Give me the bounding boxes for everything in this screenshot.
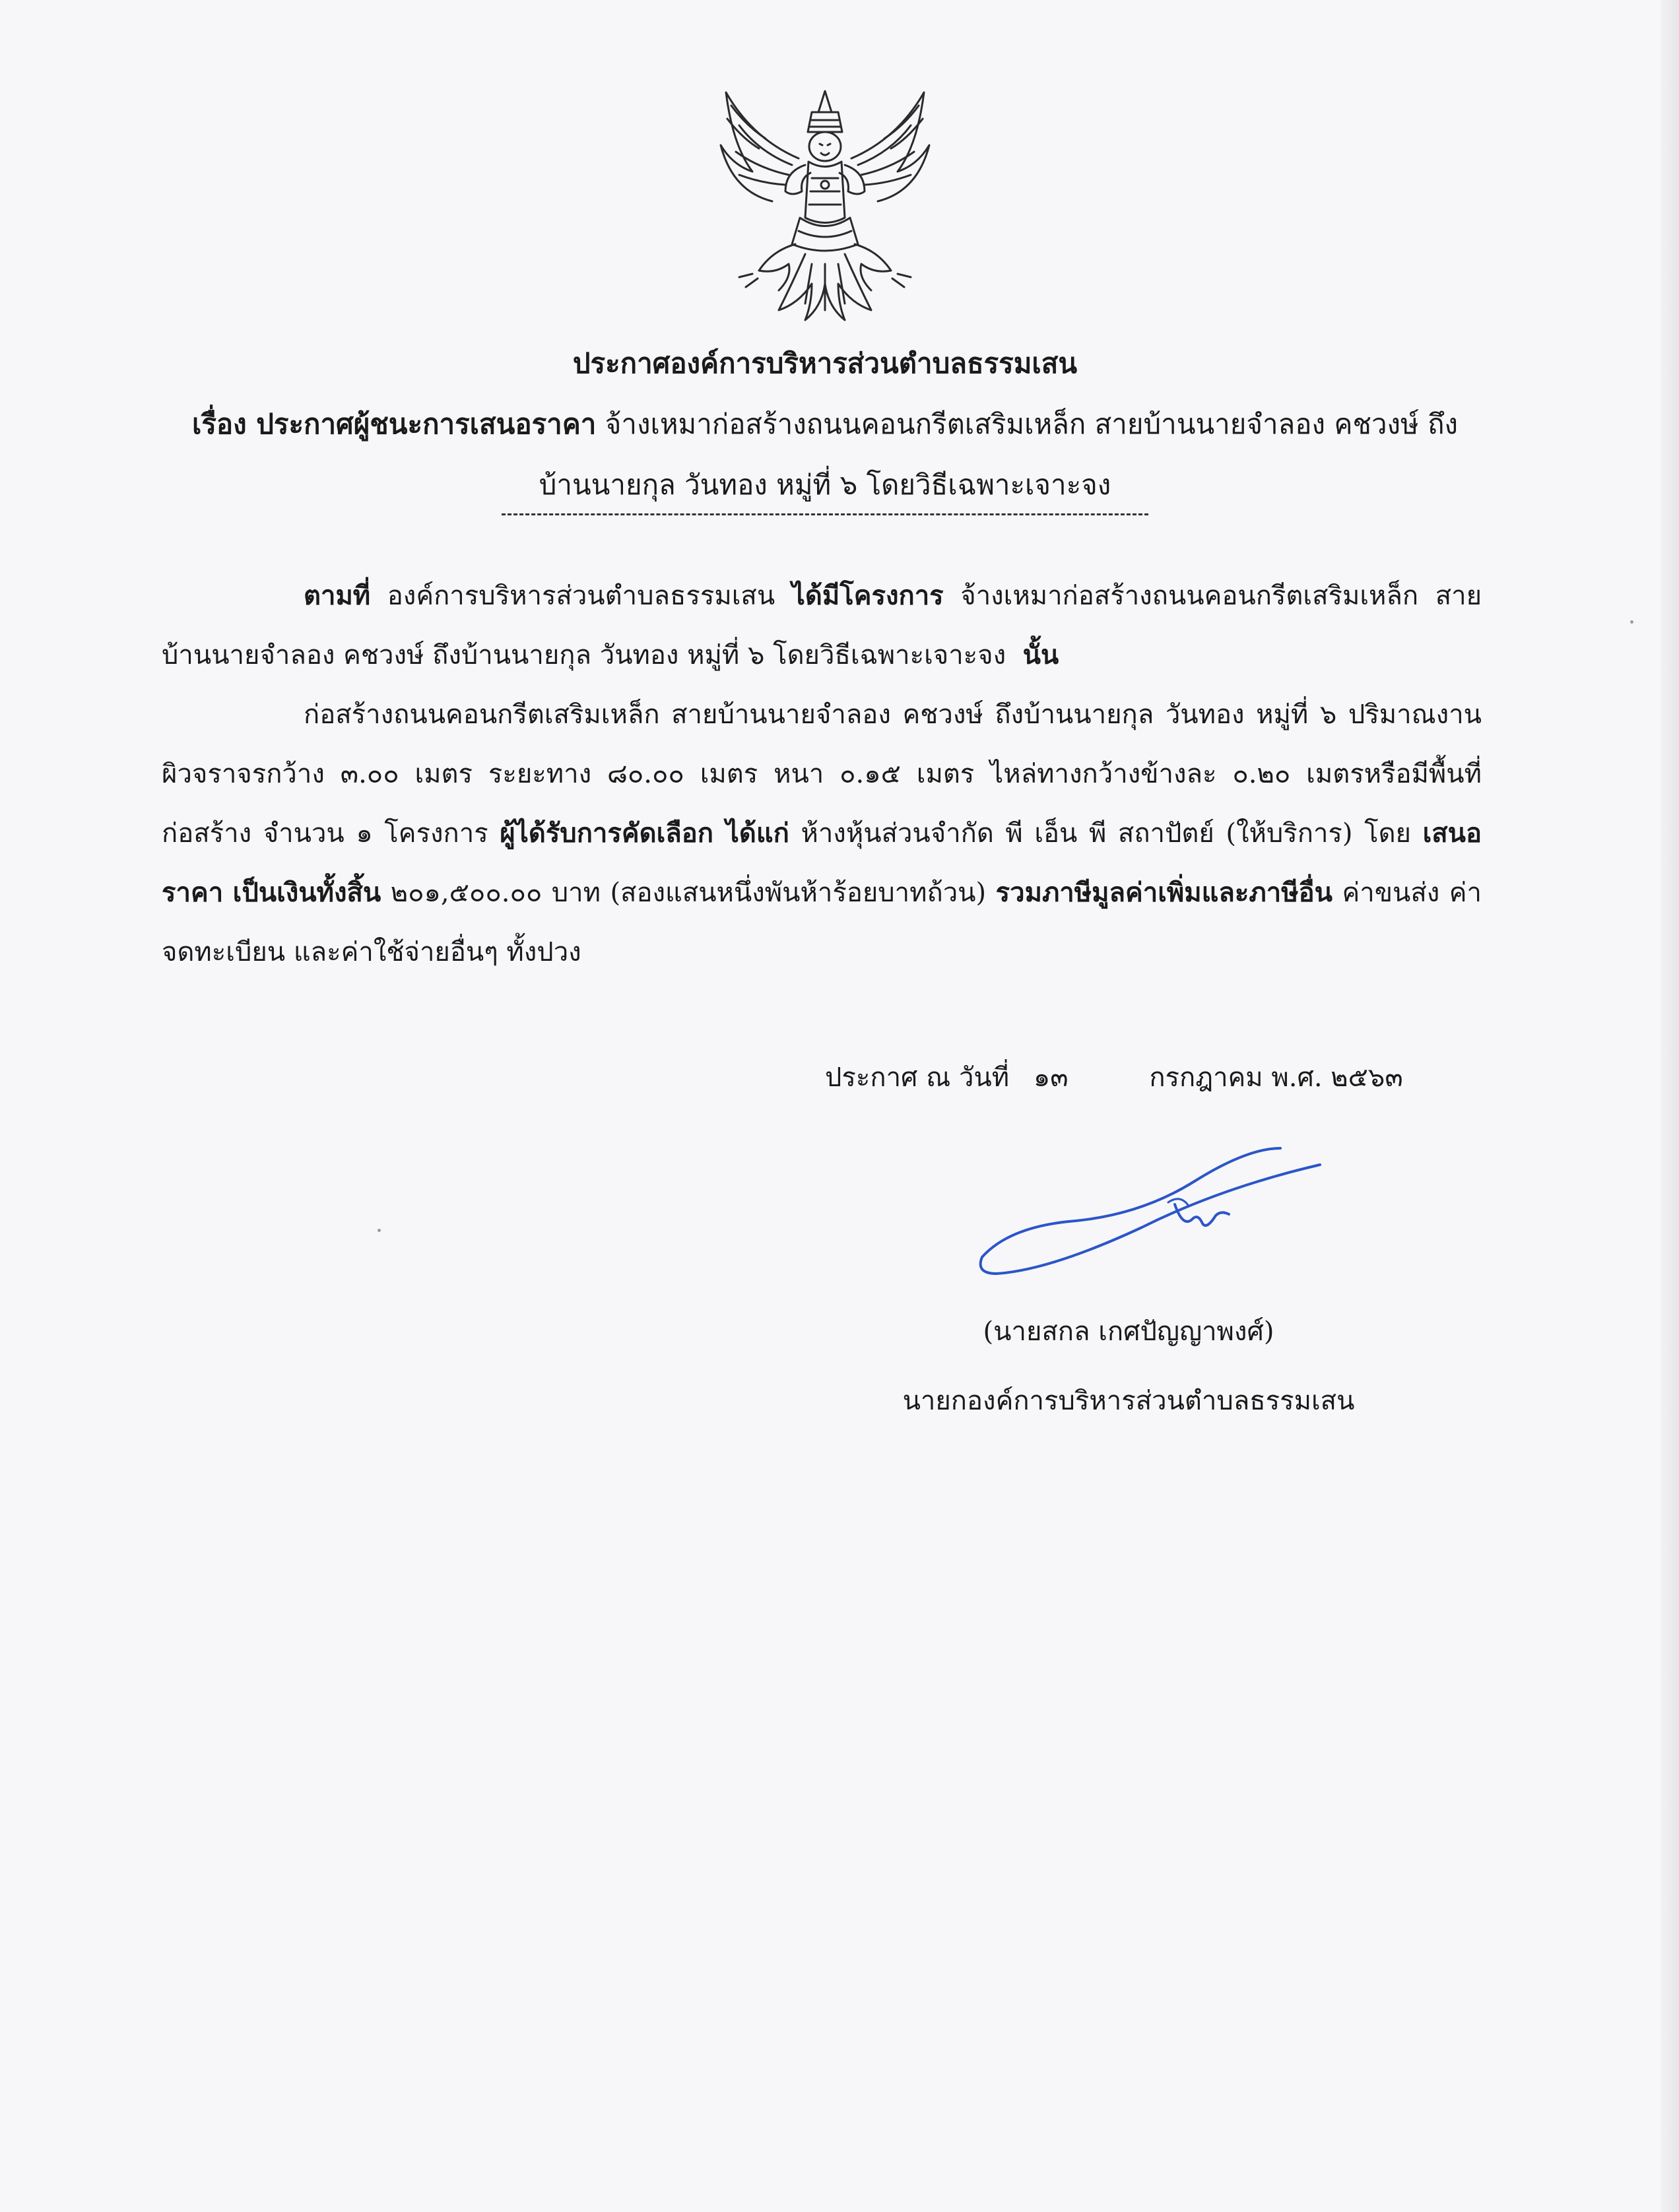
p2-selected: ผู้ได้รับการคัดเลือก ได้แก่ <box>500 818 789 849</box>
p1-project: จ้างเหมาก่อสร้างถนนคอนกรีตเสริมเหล็ก สายบ้านนายจำลอง คชวงษ์ ถึงบ้านนายกุล วันทอง หมู่ที่ ๖ โดยวิธีเฉพาะเจาะจง <box>162 581 1482 670</box>
announcement-subject-line2: บ้านนายกุล วันทอง หมู่ที่ ๖ โดยวิธีเฉพาะเจาะจง <box>539 469 1111 501</box>
announcement-title: ประกาศองค์การบริหารส่วนตำบลธรรมเสน <box>572 347 1078 379</box>
announced-day: ๑๓ <box>1033 1062 1069 1093</box>
announced-label: ประกาศ ณ วันที่ <box>825 1062 1010 1093</box>
announcement-date <box>825 1056 1403 1098</box>
p1-lead: ตามที่ <box>304 580 371 611</box>
announcement-title-block <box>99 333 1551 515</box>
subject-text: จ้างเหมาก่อสร้างถนนคอนกรีตเสริมเหล็ก สายบ้านนายจำลอง คชวงษ์ ถึง <box>605 408 1459 440</box>
garuda-emblem-icon <box>713 86 937 323</box>
p1-end: นั้น <box>1022 639 1059 670</box>
page-edge-shadow <box>1661 0 1679 2212</box>
announced-month-year: กรกฎาคม พ.ศ. ๒๕๖๓ <box>1149 1062 1403 1093</box>
p2-contractor: ห้างหุ้นส่วนจำกัด พี เอ็น พี สถาปัตย์ (ให้บริการ) โดย <box>801 818 1411 849</box>
announcement-subject <box>99 394 1551 455</box>
separator-line <box>502 513 1148 515</box>
p2-vat: รวมภาษีมูลค่าเพิ่มและภาษีอื่น <box>995 877 1333 908</box>
signer-name: (นายสกล เกศปัญญาพงศ์) <box>983 1317 1274 1347</box>
subject-label: เรื่อง ประกาศผู้ชนะการเสนอราคา <box>191 408 597 440</box>
p2-tail: ค่าขนส่ง ค่าจดทะเบียน และค่าใช้จ่ายอื่นๆ ทั้งปวง <box>162 878 1482 967</box>
announcement-body <box>162 566 1482 982</box>
p1-org: องค์การบริหารส่วนตำบลธรรมเสน <box>387 581 775 611</box>
p2-total-label: เป็นเงินทั้งสิ้น <box>232 877 381 908</box>
p1-has: ได้มีโครงการ <box>791 580 944 611</box>
p2-intro: ก่อสร้างถนนคอนกรีตเสริมเหล็ก สายบ้านนายจำลอง คชวงษ์ ถึงบ้านนายกุล วันทอง หมู่ที่ ๖ ปริมาณงาน ผิวจราจรกว้าง ๓.๐๐ เมตร ระยะทาง ๘๐.๐๐ เมตร หนา ๐.๑๕ เมตร ไหล่ทางกว้างข้างละ ๐.๒๐ เมตรหรือมีพื้นที่ก่อสร้าง จำนวน ๑ โครงการ <box>162 699 1482 849</box>
scan-speck <box>1630 620 1633 624</box>
paragraph-2 <box>162 685 1482 982</box>
p2-offer: เสนอราคา <box>162 818 1482 908</box>
handwritten-signature <box>970 1142 1340 1287</box>
p2-amount: ๒๐๑,๕๐๐.๐๐ บาท (สองแสนหนึ่งพันห้าร้อยบาทถ้วน) <box>390 878 987 908</box>
signer-title: นายกองค์การบริหารส่วนตำบลธรรมเสน <box>902 1386 1355 1416</box>
scan-speck <box>378 1229 381 1232</box>
paragraph-1 <box>162 566 1482 685</box>
